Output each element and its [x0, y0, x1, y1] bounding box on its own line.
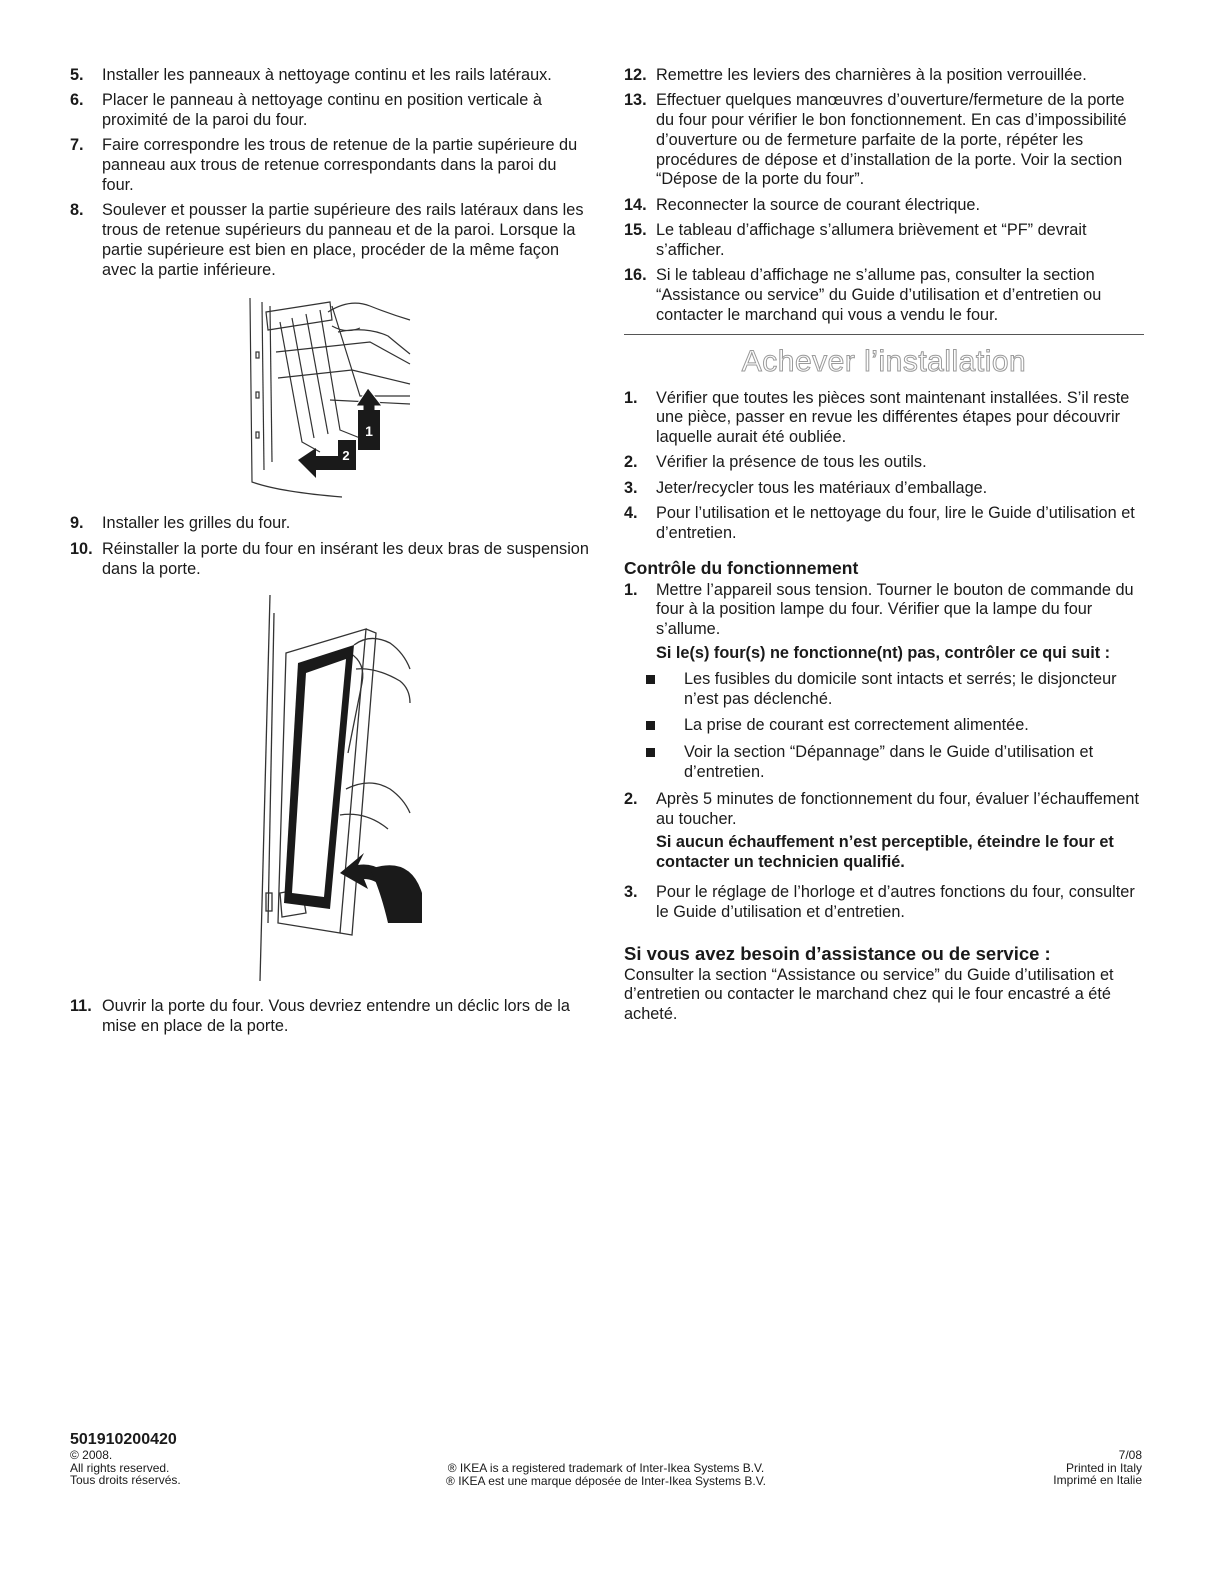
step-item — [624, 266, 1144, 325]
step-text: Effectuer quelques manœuvres d’ouverture/fermeture de la porte du four pour vérifier le bon fonctionnement. En cas d’impossibilité d’ouverture ou de fermeture parfaite de la porte, répéter les procédures de dépose et d’installation de la porte. Voir la section “Dépose de la porte du four”. — [656, 91, 1127, 189]
step-text: Installer les panneaux à nettoyage continu et les rails latéraux. — [102, 66, 552, 84]
step-text: Pour le réglage de l’horloge et d’autres fonctions du four, consulter le Guide d’utilisation et d’entretien. — [656, 883, 1135, 921]
step-text: Après 5 minutes de fonctionnement du four, évaluer l’échauffement au toucher. — [656, 789, 1140, 828]
step-number: 2. — [624, 453, 638, 472]
panel-installation-illustration — [70, 292, 590, 502]
finish-steps — [624, 389, 1144, 544]
rights-en: All rights reserved. — [70, 1460, 170, 1475]
control-steps-cont — [624, 790, 1144, 923]
step-item — [70, 136, 590, 195]
bullet-item — [624, 743, 1144, 783]
step-item — [70, 66, 590, 86]
footer — [70, 1430, 1142, 1488]
check-list — [624, 670, 1144, 783]
steps-12-16 — [624, 66, 1144, 326]
door-reinstall-illustration — [70, 593, 590, 983]
step-number: 4. — [624, 504, 638, 523]
control-steps — [624, 581, 1144, 664]
step-text: Vérifier que toutes les pièces sont maintenant installées. S’il reste une pièce, passer en revue les différentes étapes pour découvrir laquelle aurait été oubliée. — [656, 388, 1130, 447]
bullet-text: Voir la section “Dépannage” dans le Guide d’utilisation et d’entretien. — [684, 743, 1094, 782]
step-item — [70, 91, 590, 131]
step-text: Reconnecter la source de courant électrique. — [656, 195, 981, 214]
step-item — [624, 504, 1144, 544]
step-text: Réinstaller la porte du four en insérant les deux bras de suspension dans la porte. — [102, 539, 589, 578]
step-text: Le tableau d’affichage s’allumera brièvement et “PF” devrait s’afficher. — [656, 221, 1087, 259]
assistance-text: Consulter la section “Assistance ou service” du Guide d’utilisation et d’entretien ou contacter le marchand chez qui le four encastré a été acheté. — [624, 965, 1114, 1024]
step-number: 1. — [624, 580, 638, 599]
arrow-left-label: 2 — [342, 448, 350, 464]
step-item — [624, 91, 1144, 190]
step-text: Ouvrir la porte du four. Vous devriez entendre un déclic lors de la mise en place de la porte. — [102, 997, 570, 1036]
step-number: 1. — [624, 388, 638, 407]
bullet-text: La prise de courant est correctement alimentée. — [684, 716, 1029, 735]
step-item — [624, 389, 1144, 448]
bullet-item — [624, 716, 1144, 736]
rights-fr: Tous droits réservés. — [70, 1473, 181, 1487]
assistance-heading: Si vous avez besoin d’assistance ou de service : — [624, 942, 1051, 964]
step-number: 6. — [70, 91, 84, 110]
step-item — [624, 66, 1144, 86]
step-number: 3. — [624, 478, 638, 497]
figure-door-reinstall — [70, 593, 590, 983]
step-text: Mettre l’appareil sous tension. Tourner le bouton de commande du four à la position lampe du four. Vérifier que la lampe du four s’allume. — [656, 580, 1134, 639]
step-number: 14. — [624, 195, 647, 214]
warning-note: Si le(s) four(s) ne fonctionne(nt) pas, contrôler ce qui suit : — [656, 644, 1111, 663]
step-item — [624, 479, 1144, 499]
step-number: 16. — [624, 266, 647, 285]
bullet-square-icon — [646, 748, 655, 757]
step-text: Remettre les leviers des charnières à la position verrouillée. — [656, 66, 1087, 84]
left-column — [70, 66, 590, 1042]
control-heading: Contrôle du fonctionnement — [624, 557, 859, 578]
step-number: 13. — [624, 91, 647, 110]
part-number: 501910200420 — [70, 1431, 177, 1448]
step-number: 8. — [70, 201, 84, 220]
warning-note: Si aucun échauffement n’est perceptible, éteindre le four et contacter un technicien qualifié. — [656, 833, 1114, 872]
step-item — [70, 514, 590, 534]
step-number: 9. — [70, 514, 84, 533]
section-divider — [624, 334, 1144, 335]
curved-arrow-icon — [340, 853, 422, 923]
step-number: 11. — [70, 997, 92, 1016]
step-11 — [70, 997, 590, 1037]
step-number: 15. — [624, 221, 647, 240]
figure-panel-installation — [70, 292, 590, 502]
printed-fr: Imprimé en Italie — [1053, 1473, 1142, 1487]
step-item — [624, 453, 1144, 473]
step-item — [624, 581, 1144, 664]
step-number: 3. — [624, 883, 638, 901]
trademark-en: ® IKEA is a registered trademark of Inter-Ikea Systems B.V. — [447, 1461, 765, 1475]
trademark-fr: ® IKEA est une marque déposée de Inter-Ikea Systems B.V. — [446, 1473, 766, 1488]
step-item — [70, 540, 590, 580]
step-item — [624, 790, 1144, 873]
step-number: 5. — [70, 66, 84, 84]
step-text: Jeter/recycler tous les matériaux d’emballage. — [656, 478, 988, 497]
step-number: 12. — [624, 66, 647, 84]
section-title: Achever l’installation — [741, 344, 1027, 378]
bullet-square-icon — [646, 675, 655, 684]
steps-9-10 — [70, 514, 590, 579]
print-date: 7/08 — [1118, 1448, 1142, 1462]
step-text: Vérifier la présence de tous les outils. — [656, 453, 927, 472]
step-number: 10. — [70, 539, 93, 558]
bullet-item — [624, 670, 1144, 710]
step-text: Installer les grilles du four. — [102, 514, 291, 533]
bullet-text: Les fusibles du domicile sont intacts et serrés; le disjoncteur n’est pas déclenché. — [684, 669, 1117, 708]
step-number: 2. — [624, 789, 638, 808]
printed-en: Printed in Italy — [1065, 1460, 1142, 1475]
right-column — [624, 66, 1144, 1025]
step-item — [70, 997, 590, 1037]
arrow-up-icon — [356, 388, 382, 450]
step-number: 7. — [70, 136, 84, 155]
steps-5-8 — [70, 66, 590, 280]
step-item — [70, 201, 590, 280]
step-text: Faire correspondre les trous de retenue de la partie supérieure du panneau aux trous de retenue correspondants dans la paroi du four. — [102, 136, 578, 194]
step-item — [624, 883, 1144, 923]
step-item — [624, 196, 1144, 216]
bullet-square-icon — [646, 721, 655, 730]
footer-right — [1053, 1449, 1142, 1487]
arrow-up-label: 1 — [365, 423, 373, 440]
step-text: Placer le panneau à nettoyage continu en position verticale à proximité de la paroi du four. — [102, 91, 542, 130]
step-text: Si le tableau d’affichage ne s’allume pas, consulter la section “Assistance ou service” du Guide d’utilisation et d’entretien ou contacter le marchand qui vous a vendu le four. — [656, 266, 1102, 324]
step-text: Soulever et pousser la partie supérieure des rails latéraux dans les trous de retenue supérieurs du panneau et de la paroi. Lorsque la partie supérieure est bien en place, procéder de la même façon avec la partie inférieure. — [102, 201, 584, 279]
footer-center — [70, 1462, 1142, 1487]
step-item — [624, 221, 1144, 261]
step-text: Pour l’utilisation et le nettoyage du four, lire le Guide d’utilisation et d’entretien. — [656, 504, 1135, 542]
copyright: © 2008. — [70, 1448, 113, 1462]
